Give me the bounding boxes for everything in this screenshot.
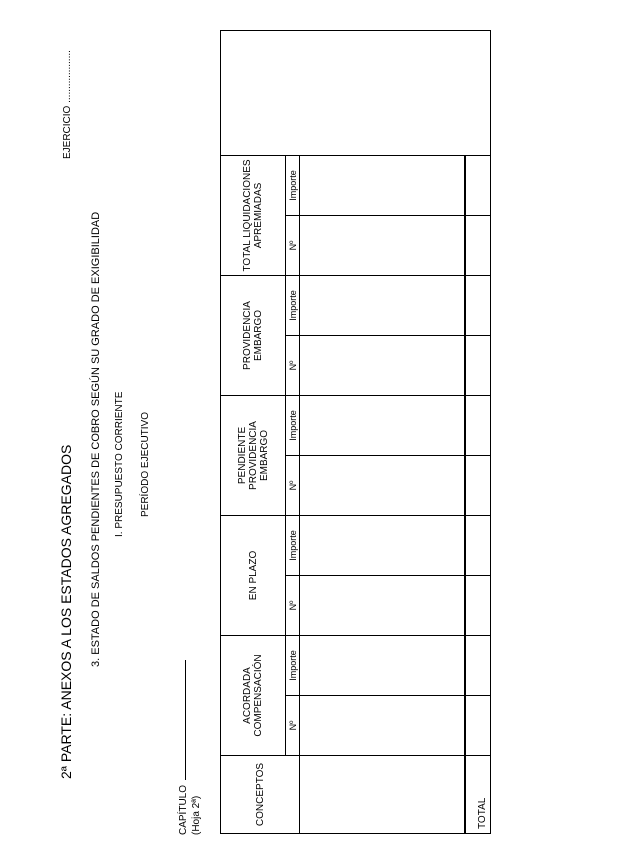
subheader-number: Nº xyxy=(286,215,300,275)
period-line: PERÍODO EJECUTIVO xyxy=(140,411,151,517)
total-cell[interactable] xyxy=(465,395,491,455)
chapter-field xyxy=(176,660,189,835)
data-cell[interactable] xyxy=(300,635,466,695)
subheader-amount: Importe xyxy=(286,275,300,335)
data-cell[interactable] xyxy=(300,395,466,455)
group-header-pending-seizure xyxy=(221,395,286,515)
data-cell[interactable] xyxy=(300,696,466,756)
total-cell[interactable] xyxy=(465,155,491,215)
data-cell[interactable] xyxy=(300,575,466,635)
total-cell[interactable] xyxy=(465,215,491,275)
group-header-line: EN PLAZO xyxy=(247,550,259,601)
chapter-label: CAPÍTULO xyxy=(178,784,189,835)
data-cell[interactable] xyxy=(300,335,466,395)
total-cell[interactable] xyxy=(465,515,491,575)
group-header-seizure xyxy=(221,275,286,395)
data-cell[interactable] xyxy=(300,275,466,335)
group-header-line: TOTAL LIQUIDACIONES xyxy=(242,159,253,272)
part-title: 2ª PARTE: ANEXOS A LOS ESTADOS AGREGADOS xyxy=(58,444,74,779)
subheader-number: Nº xyxy=(286,335,300,395)
data-cell[interactable] xyxy=(300,215,466,275)
data-cell[interactable] xyxy=(300,515,466,575)
data-cell[interactable] xyxy=(300,155,466,215)
total-cell[interactable] xyxy=(465,696,491,756)
budget-line: I. PRESUPUESTO CORRIENTE xyxy=(114,391,125,537)
subheader-amount: Importe xyxy=(286,395,300,455)
group-header-line: APREMIADAS xyxy=(253,182,264,249)
group-header-line: PENDIENTE xyxy=(236,426,248,485)
total-cell[interactable] xyxy=(465,275,491,335)
group-header-line: PROVIDENCIA xyxy=(247,421,259,490)
subheader-number: Nº xyxy=(286,696,300,756)
balances-table xyxy=(220,30,491,834)
group-header-in-term xyxy=(221,515,286,635)
exercise-dots: ................... xyxy=(62,50,73,103)
subheader-amount: Importe xyxy=(286,515,300,575)
total-cell[interactable] xyxy=(465,575,491,635)
group-header-line: EMBARGO xyxy=(258,429,270,482)
group-header-line: ACORDADA xyxy=(242,667,253,724)
group-header-line: EMBARGO xyxy=(253,309,264,362)
group-header-compensation xyxy=(221,635,286,755)
exercise-field xyxy=(62,50,73,159)
group-header-line: PROVIDENCIA xyxy=(242,301,253,370)
blank-right-column xyxy=(221,30,491,155)
group-header-line: COMPENSACIÓN xyxy=(253,654,264,737)
group-header-total-enforced xyxy=(221,155,286,275)
total-cell[interactable] xyxy=(465,335,491,395)
header-row xyxy=(221,30,286,833)
subheader-amount: Importe xyxy=(286,635,300,695)
section-title: 3. ESTADO DE SALDOS PENDIENTES DE COBRO SEGÚN SU GRADO DE EXIGIBILIDAD xyxy=(90,211,102,667)
subheader-amount: Importe xyxy=(286,155,300,215)
chapter-blank-line xyxy=(176,660,186,780)
exercise-label: EJERCICIO xyxy=(62,105,73,159)
subheader-number: Nº xyxy=(286,455,300,515)
sheet-number: (Hoja 2ª) xyxy=(191,795,202,835)
total-cell[interactable] xyxy=(465,455,491,515)
total-label: TOTAL xyxy=(465,756,491,834)
concept-header: CONCEPTOS xyxy=(221,756,300,834)
subheader-number: Nº xyxy=(286,575,300,635)
concept-cell[interactable] xyxy=(300,756,466,834)
data-cell[interactable] xyxy=(300,455,466,515)
total-cell[interactable] xyxy=(465,635,491,695)
